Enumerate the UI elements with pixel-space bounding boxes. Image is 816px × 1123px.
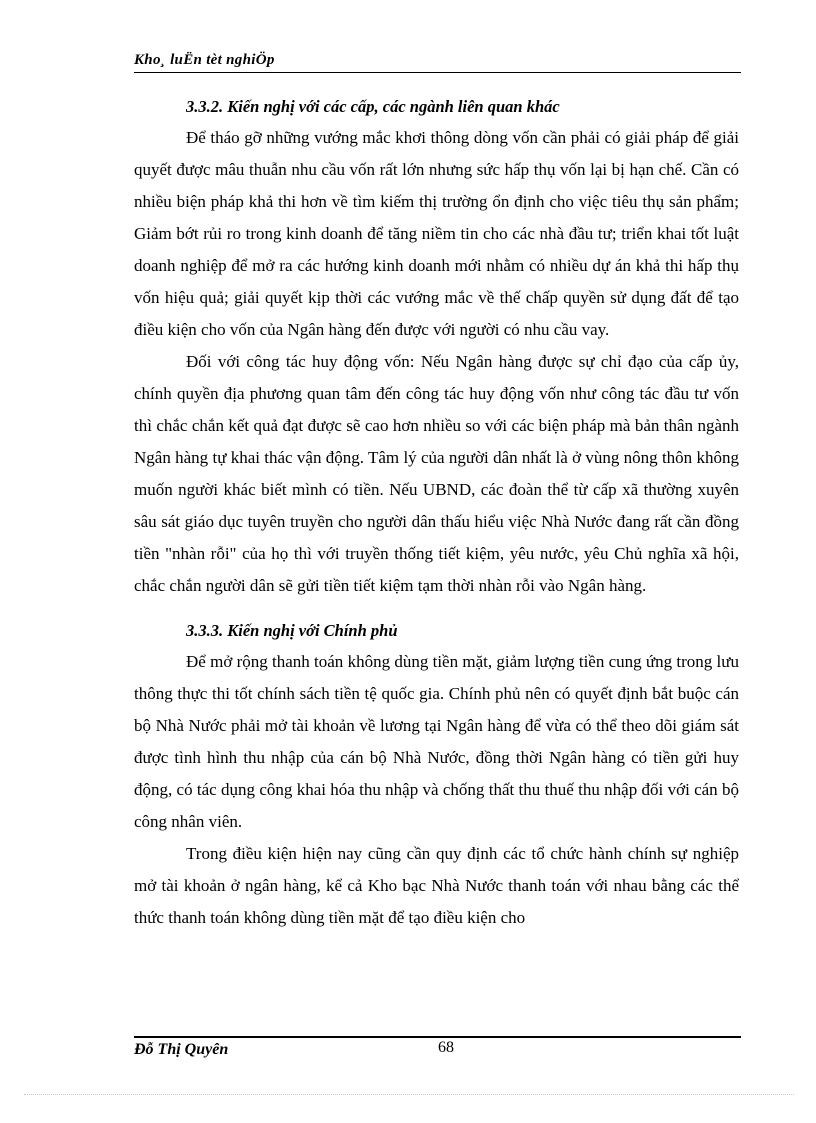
paragraph: Trong điều kiện hiện nay cũng cần quy định các tổ chức hành chính sự nghiệp mở tài khoản ở ngân hàng, kể cả Kho bạc Nhà Nước thanh toán với nhau bằng các thể thức thanh toán không dùng tiền mặt để tạo điều kiện cho <box>134 844 739 927</box>
paragraph: Đối với công tác huy động vốn: Nếu Ngân hàng được sự chỉ đạo của cấp ủy, chính quyền địa phương quan tâm đến công tác huy động vốn như công tác đầu tư vốn thì chắc chắn kết quả đạt được sẽ cao hơn nhiều so với các biện pháp mà bản thân ngành Ngân hàng tự khai thác vận động. Tâm lý của người dân nhất là ở vùng nông thôn không muốn người khác biết mình có tiền. Nếu UBND, các đoàn thể từ cấp xã thường xuyên sâu sát giáo dục tuyên truyền cho người dân thấu hiểu việc Nhà Nước đang rất cần đồng tiền "nhàn rỗi" của họ thì với truyền thống tiết kiệm, yêu nước, yêu Chủ nghĩa xã hội, chắc chắn người dân sẽ gửi tiền tiết kiệm tạm thời nhàn rỗi vào Ngân hàng. <box>134 352 739 595</box>
section-3-3-3 <box>134 616 739 934</box>
header-divider <box>134 72 741 73</box>
section-heading: 3.3.2. Kiến nghị với các cấp, các ngành liên quan khác <box>186 97 560 116</box>
section-3-3-2 <box>134 92 739 602</box>
page-edge-divider <box>24 1094 794 1095</box>
section-heading: 3.3.3. Kiến nghị với Chính phủ <box>186 621 398 640</box>
paragraph: Để tháo gỡ những vướng mắc khơi thông dòng vốn cần phải có giải pháp để giải quyết được mâu thuẫn nhu cầu vốn rất lớn nhưng sức hấp thụ vốn lại bị hạn chế. Cần có nhiều biện pháp khả thi hơn về tìm kiếm thị trường ổn định cho việc tiêu thụ sản phẩm; Giảm bớt rủi ro trong kinh doanh để tăng niềm tin cho các nhà đầu tư; triển khai tốt luật doanh nghiệp để mở ra các hướng kinh doanh mới nhằm có nhiều dự án khả thi hấp thụ vốn hiệu quả; giải quyết kịp thời các vướng mắc về thế chấp quyền sử dụng đất để tạo điều kiện cho vốn của Ngân hàng đến được với người có nhu cầu vay. <box>134 128 739 339</box>
header-title: Kho¸ luËn tèt nghiÖp <box>134 52 275 68</box>
document-body <box>134 92 739 934</box>
paragraph: Để mở rộng thanh toán không dùng tiền mặt, giảm lượng tiền cung ứng trong lưu thông thực thi tốt chính sách tiền tệ quốc gia. Chính phủ nên có quyết định bắt buộc cán bộ Nhà Nước phải mở tài khoản về lương tại Ngân hàng để vừa có thể theo dõi giám sát được tình hình thu nhập của cán bộ Nhà Nước, đồng thời Ngân hàng có tiền gửi huy động, có tác dụng công khai hóa thu nhập và chống thất thu thuế thu nhập đối với cán bộ công nhân viên. <box>134 652 739 831</box>
footer-divider <box>134 1036 741 1038</box>
page-number: 68 <box>438 1039 454 1056</box>
footer-author: Đỗ Thị Quyên <box>134 1041 229 1058</box>
